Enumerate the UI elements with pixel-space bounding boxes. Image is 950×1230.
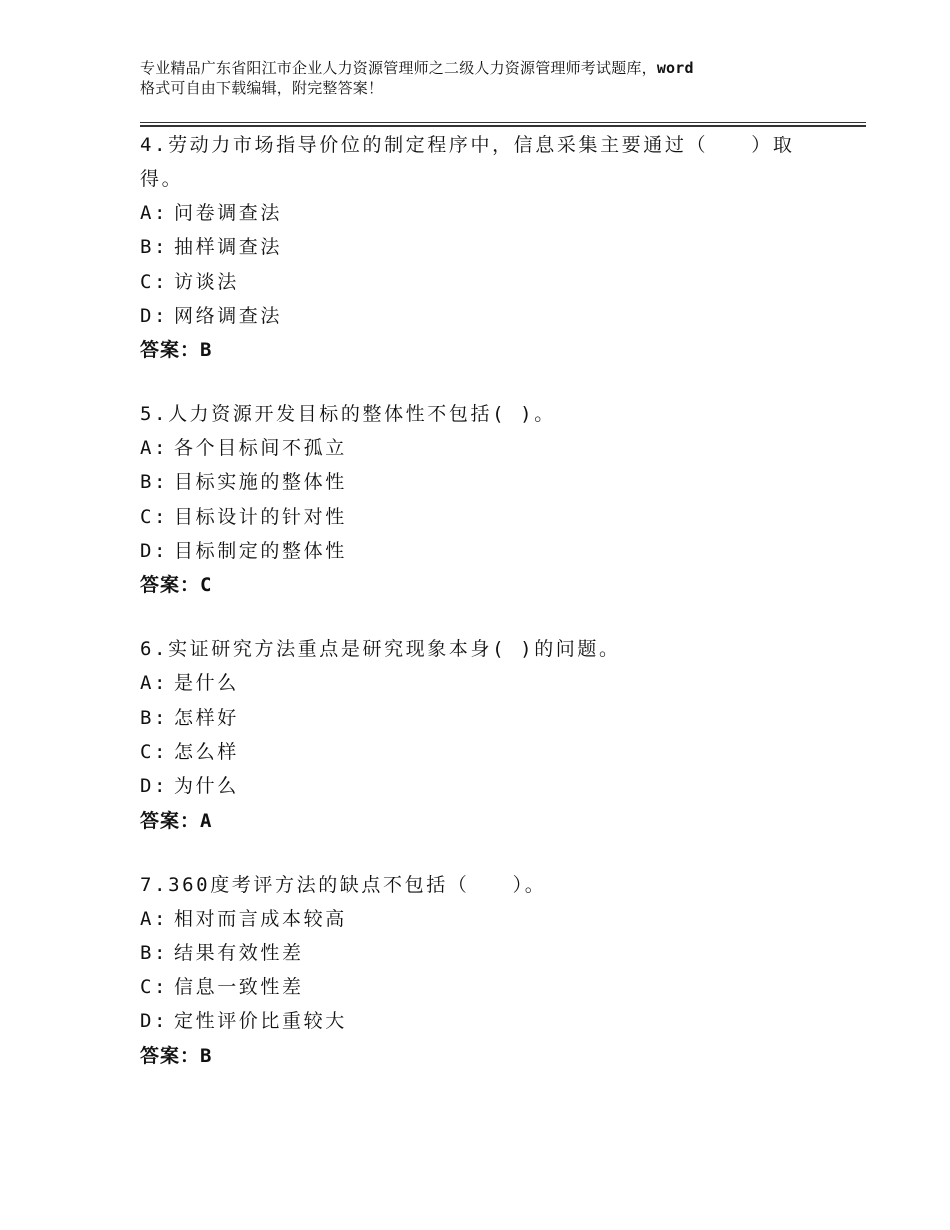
answer-line: 答案：B <box>140 1044 213 1067</box>
option-a <box>140 666 820 700</box>
question-4 <box>140 128 820 367</box>
option-key: D: <box>140 540 169 563</box>
option-b <box>140 936 820 970</box>
option-d <box>140 1004 820 1038</box>
option-key: A: <box>140 907 169 930</box>
option-key: B: <box>140 471 169 494</box>
option-key: D: <box>140 1010 169 1033</box>
option-key: B: <box>140 941 169 964</box>
option-text: 网络调查法 <box>174 304 283 327</box>
option-text: 目标实施的整体性 <box>174 471 347 494</box>
option-text: 访谈法 <box>174 270 239 293</box>
option-text: 结果有效性差 <box>174 941 304 964</box>
question-5 <box>140 397 820 602</box>
option-text: 怎样好 <box>174 706 239 729</box>
option-c <box>140 970 820 1004</box>
option-b <box>140 465 820 499</box>
option-c <box>140 500 820 534</box>
question-text: 6.实证研究方法重点是研究现象本身( )的问题。 <box>140 638 621 661</box>
header-title: 专业精品广东省阳江市企业人力资源管理师之二级人力资源管理师考试题库， <box>140 59 657 77</box>
option-a <box>140 902 820 936</box>
option-key: A: <box>140 672 169 695</box>
answer-line: 答案：B <box>140 339 213 362</box>
option-c <box>140 735 820 769</box>
option-text: 是什么 <box>174 672 239 695</box>
option-a <box>140 196 820 230</box>
question-text: 4.劳动力市场指导价位的制定程序中，信息采集主要通过（ ）取得。 <box>140 134 795 190</box>
option-a <box>140 431 820 465</box>
option-key: A: <box>140 437 169 460</box>
option-key: B: <box>140 236 169 259</box>
option-text: 怎么样 <box>174 740 239 763</box>
question-6 <box>140 632 820 837</box>
option-key: C: <box>140 270 169 293</box>
option-text: 目标设计的针对性 <box>174 505 347 528</box>
option-b <box>140 701 820 735</box>
header-divider-thin <box>140 122 866 123</box>
answer-line: 答案：C <box>140 574 213 597</box>
option-d <box>140 299 820 333</box>
option-text: 信息一致性差 <box>174 976 304 999</box>
header-divider-thick <box>140 125 866 127</box>
option-key: D: <box>140 304 169 327</box>
question-text: 5.人力资源开发目标的整体性不包括( )。 <box>140 403 556 426</box>
option-d <box>140 534 820 568</box>
option-key: C: <box>140 505 169 528</box>
option-text: 各个目标间不孤立 <box>174 437 347 460</box>
header-word-label: word <box>656 59 694 77</box>
option-text: 定性评价比重较大 <box>174 1010 347 1033</box>
option-key: D: <box>140 775 169 798</box>
option-text: 相对而言成本较高 <box>174 907 347 930</box>
header-subtitle: 格式可自由下载编辑，附完整答案！ <box>140 79 384 97</box>
option-text: 抽样调查法 <box>174 236 283 259</box>
option-b <box>140 230 820 264</box>
option-key: B: <box>140 706 169 729</box>
option-c <box>140 265 820 299</box>
question-7 <box>140 868 820 1073</box>
document-header <box>140 58 860 98</box>
option-key: A: <box>140 202 169 224</box>
option-text: 问卷调查法 <box>174 202 283 224</box>
option-d <box>140 769 820 803</box>
option-key: C: <box>140 740 169 763</box>
option-key: C: <box>140 976 169 999</box>
option-text: 为什么 <box>174 775 239 798</box>
option-text: 目标制定的整体性 <box>174 540 347 563</box>
question-list <box>140 128 820 1103</box>
question-text: 7.360度考评方法的缺点不包括（ ）。 <box>140 873 547 896</box>
answer-line: 答案：A <box>140 809 213 832</box>
